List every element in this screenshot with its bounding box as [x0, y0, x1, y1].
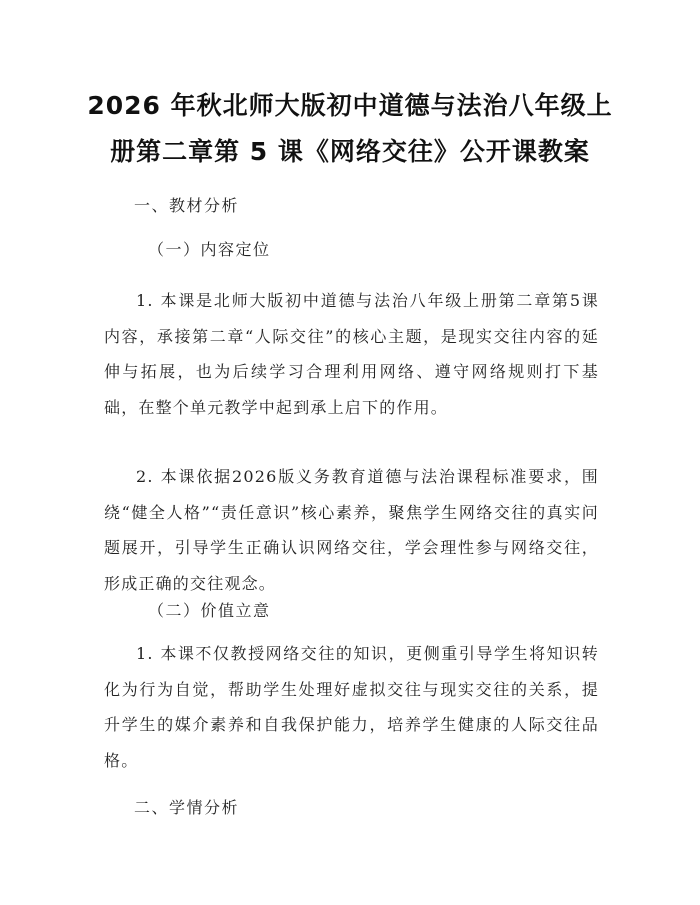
subsection-heading-content-positioning: （一）内容定位 — [148, 240, 271, 259]
paragraph-content-positioning-2: 2. 本课依据2026版义务教育道德与法治课程标准要求，围绕“健全人格”“责任意识”核心素养，聚焦学生网络交往的真实问题展开，引导学生正确认识网络交往，学会理性参与网络交往，形成正确的交往观念。 — [104, 467, 599, 593]
section-heading-student-analysis: 二、学情分析 — [134, 798, 240, 817]
paragraph-content-positioning-1: 1. 本课是北师大版初中道德与法治八年级上册第二章第5课内容，承接第二章“人际交往”的核心主题，是现实交往内容的延伸与拓展，也为后续学习合理利用网络、遵守网络规则打下基础，在整个单元教学中起到承上启下的作用。 — [104, 291, 599, 417]
section-heading-textbook-analysis: 一、教材分析 — [134, 196, 240, 215]
document-title-line-2: 册第二章第 5 课《网络交往》公开课教案 — [110, 137, 590, 166]
subsection-heading-value-orientation: （二）价值立意 — [148, 601, 271, 620]
paragraph-value-orientation-1: 1. 本课不仅教授网络交往的知识，更侧重引导学生将知识转化为行为自觉，帮助学生处理好虚拟交往与现实交往的关系，提升学生的媒介素养和自我保护能力，培养学生健康的人际交往品格。 — [104, 644, 599, 770]
document-title-line-1: 2026 年秋北师大版初中道德与法治八年级上 — [87, 91, 613, 120]
